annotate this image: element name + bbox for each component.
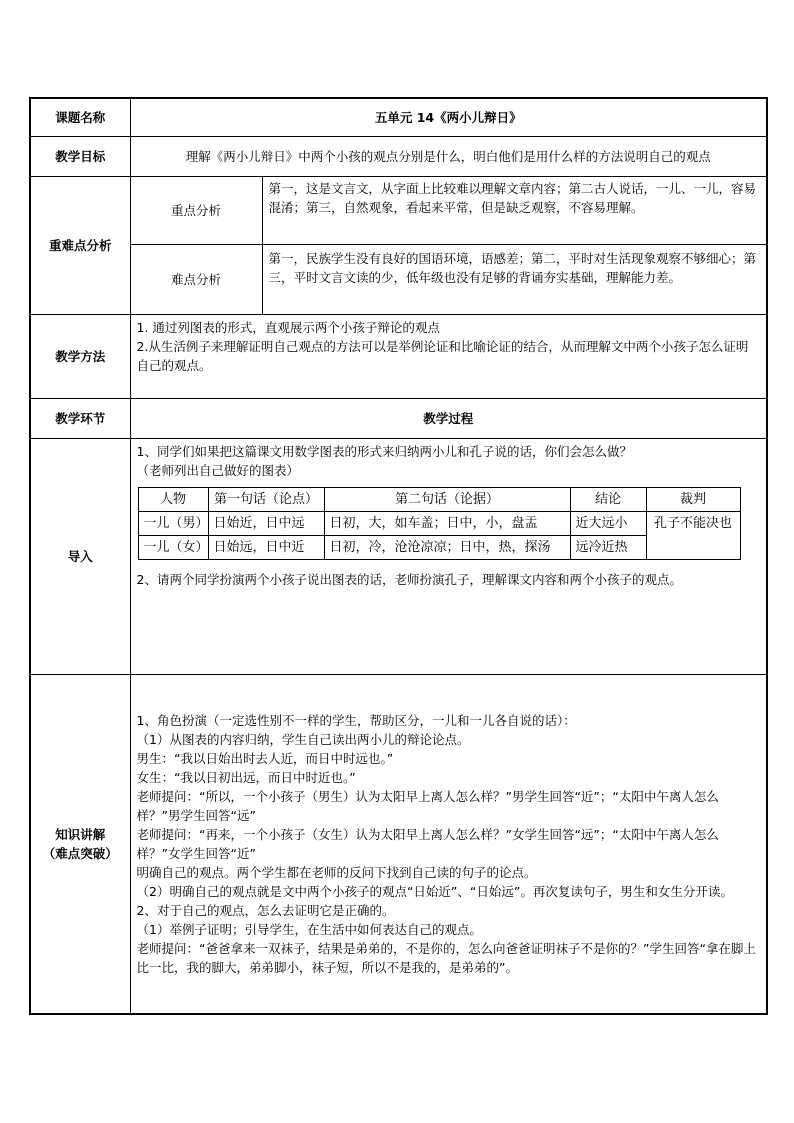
knowledge-line: 老师提问：“爸爸拿来一双袜子，结果是弟弟的，不是你的，怎么向爸爸证明袜子不是你的？”学生回答“拿在脚上比一比，我的脚大，弟弟脚小，袜子短，所以不是我的，是弟弟的”。	[136, 940, 756, 975]
intro-question: 1、同学们如果把这篇课文用数学图表的形式来归纳两小儿和孔子说的话，你们会怎么做？	[136, 443, 632, 459]
row-process-header	[30, 398, 767, 438]
argument-table-header	[138, 487, 740, 511]
label-knowledge-line1: 知识讲解	[55, 826, 106, 842]
intro-note: （老师列出自己做好的图表）	[136, 462, 300, 478]
cell-conclusion: 远冷近热	[570, 535, 646, 559]
intro-content	[130, 438, 767, 674]
label-goal: 教学目标	[30, 136, 130, 176]
row-goal	[30, 136, 767, 176]
key-analysis-text: 第一，这是文言文，从字面上比较难以理解文章内容；第二古人说话，一儿、一儿，容易混淆；第三，自然观象，看起来平常，但是缺乏观察，不容易理解。	[262, 176, 767, 244]
row-method	[30, 314, 767, 398]
knowledge-line: （1）从图表的内容归纳，学生自己读出两小儿的辩论论点。	[136, 731, 470, 747]
knowledge-line: 老师提问：“再来，一个小孩子（女生）认为太阳早上离人怎么样？”女学生回答“远”；“太阳中午离人怎么样？”女学生回答“近”	[136, 826, 719, 861]
knowledge-line: 明确自己的观点。两个学生都在老师的反问下找到自己读的句子的论点。	[136, 864, 537, 880]
row-intro	[30, 438, 767, 674]
knowledge-line: （2）明确自己的观点就是文中两个小孩子的观点“日始近”、“日始远”。再次复读句子，男生和女生分开读。	[136, 883, 733, 899]
cell-claim: 日始远，日中近	[208, 535, 324, 559]
row-key-analysis	[30, 176, 767, 244]
goal-text: 理解《两小儿辩日》中两个小孩的观点分别是什么，明白他们是用什么样的方法说明自己的观点	[130, 136, 767, 176]
header-judge: 裁判	[646, 487, 740, 511]
header-first-sentence: 第一句话（论点）	[208, 487, 324, 511]
knowledge-line: 1、角色扮演（一定选性别不一样的学生，帮助区分，一儿和一儿各自说的话）：	[136, 712, 576, 728]
row-title	[30, 98, 767, 136]
label-knowledge	[30, 674, 130, 1014]
label-process-step: 教学环节	[30, 398, 130, 438]
knowledge-line: 老师提问：“所以，一个小孩子（男生）认为太阳早上离人怎么样？”男学生回答“近”；“太阳中午离人怎么样？”男学生回答“远”	[136, 788, 719, 823]
difficult-analysis-text: 第一，民族学生没有良好的国语环境，语感差；第二，平时对生活现象观察不够细心；第三，平时文言文读的少，低年级也没有足够的背诵夯实基础，理解能力差。	[262, 244, 767, 314]
row-difficult-analysis	[30, 244, 767, 314]
lesson-title: 五单元 14《两小儿辩日》	[130, 98, 767, 136]
intro-roleplay: 2、请两个同学扮演两个小孩子说出图表的话，老师扮演孔子，理解课文内容和两个小孩子的观点。	[136, 571, 682, 587]
cell-conclusion: 近大远小	[570, 511, 646, 535]
label-process: 教学过程	[130, 398, 767, 438]
method-text	[130, 314, 767, 398]
label-intro: 导入	[30, 438, 130, 674]
cell-person: 一儿（女）	[138, 535, 208, 559]
label-method: 教学方法	[30, 314, 130, 398]
cell-claim: 日始近，日中远	[208, 511, 324, 535]
header-second-sentence: 第二句话（论据）	[324, 487, 570, 511]
knowledge-content	[130, 674, 767, 1014]
label-difficult-analysis: 难点分析	[130, 244, 262, 314]
row-knowledge	[30, 674, 767, 1014]
label-key-analysis: 重点分析	[130, 176, 262, 244]
knowledge-line: 男生：“我以日始出时去人近，而日中时远也。”	[136, 750, 394, 766]
method-line: 1. 通过列图表的形式，直观展示两个小孩子辩论的观点	[136, 319, 440, 335]
knowledge-line: （1）举例子证明；引导学生，在生活中如何表达自己的观点。	[136, 921, 482, 937]
cell-evidence: 日初，大，如车盖；日中，小，盘盂	[324, 511, 570, 535]
label-title: 课题名称	[30, 98, 130, 136]
argument-table	[138, 487, 741, 560]
header-person: 人物	[138, 487, 208, 511]
cell-judge: 孔子不能决也	[646, 511, 740, 559]
label-analysis: 重难点分析	[30, 176, 130, 314]
cell-person: 一儿（男）	[138, 511, 208, 535]
lesson-plan-table	[29, 97, 768, 1015]
label-knowledge-line2: （难点突破）	[42, 845, 118, 861]
knowledge-line: 女生：“我以日初出远，而日中时近也。”	[136, 769, 356, 785]
argument-table-row	[138, 511, 740, 535]
method-line: 2.从生活例子来理解证明自己观点的方法可以是举例论证和比喻论证的结合，从而理解文中两个小孩子怎么证明自己的观点。	[136, 338, 749, 373]
header-conclusion: 结论	[570, 487, 646, 511]
knowledge-line: 2、对于自己的观点，怎么去证明它是正确的。	[136, 902, 395, 918]
cell-evidence: 日初，冷，沧沧凉凉；日中，热，探汤	[324, 535, 570, 559]
